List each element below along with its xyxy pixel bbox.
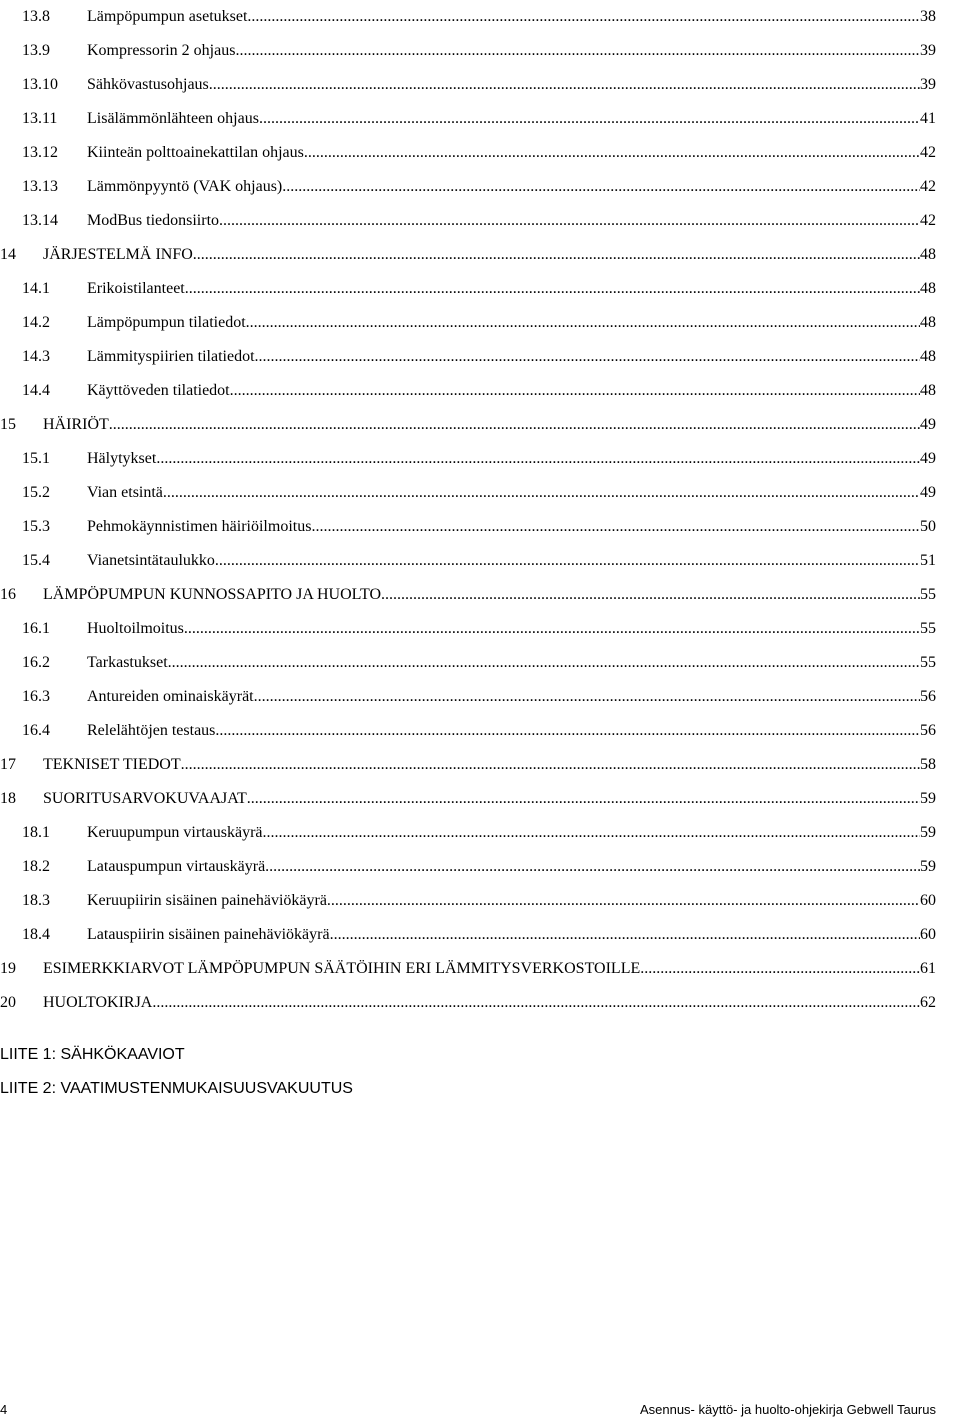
toc-dot-leader bbox=[193, 238, 920, 272]
toc-dot-leader bbox=[254, 680, 920, 714]
toc-dot-leader bbox=[219, 204, 920, 238]
toc-entry-number: 14.3 bbox=[22, 348, 50, 365]
toc-dot-leader bbox=[381, 578, 920, 612]
toc-entry-line bbox=[87, 816, 936, 850]
toc-entry-line bbox=[87, 918, 936, 952]
toc-entry-number: 13.9 bbox=[22, 42, 50, 59]
toc-entry-title: Kiinteän polttoainekattilan ohjaus bbox=[87, 144, 304, 161]
toc-entry-line bbox=[87, 136, 936, 170]
toc-dot-leader bbox=[265, 850, 920, 884]
toc-entry-title: ESIMERKKIARVOT LÄMPÖPUMPUN SÄÄTÖIHIN ERI LÄMMITYSVERKOSTOILLE bbox=[43, 960, 641, 977]
toc-entry-title: HÄIRIÖT bbox=[43, 416, 109, 433]
toc-entry-number: 15.2 bbox=[22, 484, 50, 501]
toc-entry[interactable] bbox=[0, 544, 936, 578]
toc-entry[interactable] bbox=[0, 510, 936, 544]
toc-entry-page: 50 bbox=[920, 518, 936, 535]
toc-entry-title: Huoltoilmoitus bbox=[87, 620, 184, 637]
toc-entry-page: 48 bbox=[920, 348, 936, 365]
toc-entry[interactable] bbox=[0, 306, 936, 340]
toc-entry-number: 18.1 bbox=[22, 824, 50, 841]
toc-entry-line bbox=[43, 748, 936, 782]
toc-entry[interactable] bbox=[0, 816, 936, 850]
toc-entry-page: 59 bbox=[920, 790, 936, 807]
toc-entry-page: 49 bbox=[920, 484, 936, 501]
toc-entry-title: Käyttöveden tilatiedot bbox=[87, 382, 230, 399]
toc-entry[interactable] bbox=[0, 102, 936, 136]
toc-entry-title: Pehmokäynnistimen häiriöilmoitus bbox=[87, 518, 312, 535]
toc-dot-leader bbox=[163, 476, 920, 510]
toc-entry[interactable] bbox=[0, 476, 936, 510]
toc-entry-title: ModBus tiedonsiirto bbox=[87, 212, 220, 229]
toc-entry-title: Hälytykset bbox=[87, 450, 157, 467]
toc-entry-number: 13.14 bbox=[22, 212, 58, 229]
toc-entry-line bbox=[87, 442, 936, 476]
toc-entry-page: 48 bbox=[920, 382, 936, 399]
toc-dot-leader bbox=[230, 374, 920, 408]
toc-dot-leader bbox=[184, 612, 920, 646]
toc-entry-line bbox=[43, 408, 936, 442]
toc-entry-title: Latauspumpun virtauskäyrä bbox=[87, 858, 266, 875]
toc-dot-leader bbox=[235, 34, 920, 68]
toc-entry-number: 18.2 bbox=[22, 858, 50, 875]
toc-entry-page: 42 bbox=[920, 178, 936, 195]
toc-entry-page: 60 bbox=[920, 926, 936, 943]
toc-entry-page: 42 bbox=[920, 212, 936, 229]
toc-entry-page: 58 bbox=[920, 756, 936, 773]
toc-entry-page: 48 bbox=[920, 246, 936, 263]
toc-entry-title: Antureiden ominaiskäyrät bbox=[87, 688, 254, 705]
toc-entry-title: LÄMPÖPUMPUN KUNNOSSAPITO JA HUOLTO bbox=[43, 586, 381, 603]
toc-entry-number: 14.2 bbox=[22, 314, 50, 331]
toc-entry-line bbox=[87, 714, 936, 748]
toc-entry[interactable] bbox=[0, 680, 936, 714]
toc-entry-page: 49 bbox=[920, 450, 936, 467]
attachment-item: LIITE 1: SÄHKÖKAAVIOT bbox=[0, 1046, 185, 1063]
toc-entry-line bbox=[87, 680, 936, 714]
toc-entry-page: 55 bbox=[920, 654, 936, 671]
toc-dot-leader bbox=[215, 714, 920, 748]
toc-entry-number: 20 bbox=[0, 994, 16, 1011]
toc-entry-line bbox=[87, 68, 936, 102]
toc-entry[interactable] bbox=[0, 272, 936, 306]
toc-entry-title: Tarkastukset bbox=[87, 654, 168, 671]
toc-entry-line bbox=[87, 0, 936, 34]
toc-entry-number: 14 bbox=[0, 246, 16, 263]
toc-entry-title: Vianetsintätaulukko bbox=[87, 552, 215, 569]
toc-entry-page: 55 bbox=[920, 620, 936, 637]
toc-entry-page: 51 bbox=[920, 552, 936, 569]
toc-entry[interactable] bbox=[0, 952, 936, 986]
toc-entry[interactable] bbox=[0, 986, 936, 1020]
toc-entry-page: 61 bbox=[920, 960, 936, 977]
toc-entry-number: 17 bbox=[0, 756, 16, 773]
toc-dot-leader bbox=[640, 952, 920, 986]
footer-document-title: Asennus- käyttö- ja huolto-ohjekirja Gebwell Taurus bbox=[639, 1402, 936, 1417]
toc-entry-number: 18 bbox=[0, 790, 16, 807]
toc-entry-line bbox=[87, 204, 936, 238]
toc-entry[interactable] bbox=[0, 782, 936, 816]
toc-entry-line bbox=[43, 578, 936, 612]
toc-entry-title: Relelähtöjen testaus bbox=[87, 722, 216, 739]
toc-entry-title: Keruupiirin sisäinen painehäviökäyrä bbox=[87, 892, 327, 909]
toc-entry-number: 13.13 bbox=[22, 178, 58, 195]
toc-entry[interactable] bbox=[0, 0, 936, 34]
toc-entry-line bbox=[43, 238, 936, 272]
toc-entry-page: 41 bbox=[920, 110, 936, 127]
toc-entry-number: 13.11 bbox=[22, 110, 58, 127]
toc-entry[interactable] bbox=[0, 238, 936, 272]
toc-entry-line bbox=[87, 476, 936, 510]
toc-entry-page: 49 bbox=[920, 416, 936, 433]
toc-entry[interactable] bbox=[0, 884, 936, 918]
toc-entry-number: 15 bbox=[0, 416, 16, 433]
toc-entry-number: 19 bbox=[0, 960, 16, 977]
toc-entry-title: SUORITUSARVOKUVAAJAT bbox=[43, 790, 247, 807]
toc-entry-page: 55 bbox=[920, 586, 936, 603]
toc-entry-page: 59 bbox=[920, 824, 936, 841]
toc-entry[interactable] bbox=[0, 340, 936, 374]
toc-entry[interactable] bbox=[0, 578, 936, 612]
toc-entry-line bbox=[87, 340, 936, 374]
toc-dot-leader bbox=[152, 986, 920, 1020]
toc-entry-title: Sähkövastusohjaus bbox=[87, 76, 209, 93]
toc-entry-number: 16.4 bbox=[22, 722, 50, 739]
toc-entry[interactable] bbox=[0, 918, 936, 952]
toc-dot-leader bbox=[311, 510, 920, 544]
page-footer bbox=[0, 1399, 936, 1421]
toc-entry-line bbox=[87, 170, 936, 204]
toc-entry-number: 16.2 bbox=[22, 654, 50, 671]
toc-entry-line bbox=[87, 612, 936, 646]
toc-entry-line bbox=[87, 510, 936, 544]
toc-entry-title: HUOLTOKIRJA bbox=[43, 994, 153, 1011]
toc-entry-page: 56 bbox=[920, 722, 936, 739]
toc-entry-line bbox=[87, 646, 936, 680]
toc-entry-line bbox=[87, 544, 936, 578]
toc-dot-leader bbox=[181, 748, 920, 782]
toc-entry-page: 42 bbox=[920, 144, 936, 161]
toc-dot-leader bbox=[282, 170, 920, 204]
toc-entry-page: 62 bbox=[920, 994, 936, 1011]
toc-entry-page: 38 bbox=[920, 8, 936, 25]
toc-dot-leader bbox=[259, 102, 920, 136]
attachments-list bbox=[0, 1038, 353, 1106]
toc-entry-title: Lämpöpumpun tilatiedot bbox=[87, 314, 246, 331]
toc-entry-number: 15.1 bbox=[22, 450, 50, 467]
toc-entry[interactable] bbox=[0, 408, 936, 442]
toc-dot-leader bbox=[247, 0, 920, 34]
toc-dot-leader bbox=[185, 272, 920, 306]
toc-entry-page: 39 bbox=[920, 42, 936, 59]
toc-entry-line bbox=[87, 34, 936, 68]
toc-dot-leader bbox=[263, 816, 920, 850]
toc-entry-page: 48 bbox=[920, 280, 936, 297]
toc-entry-number: 18.4 bbox=[22, 926, 50, 943]
toc-entry-title: Lämmityspiirien tilatiedot bbox=[87, 348, 255, 365]
toc-dot-leader bbox=[255, 340, 920, 374]
toc-entry-title: Lisälämmönlähteen ohjaus bbox=[87, 110, 259, 127]
toc-entry[interactable] bbox=[0, 748, 936, 782]
toc-entry-line bbox=[43, 782, 936, 816]
toc-entry[interactable] bbox=[0, 34, 936, 68]
attachment-item: LIITE 2: VAATIMUSTENMUKAISUUSVAKUUTUS bbox=[0, 1080, 353, 1097]
toc-entry-line bbox=[87, 102, 936, 136]
toc-entry-number: 13.12 bbox=[22, 144, 58, 161]
toc-entry-number: 16 bbox=[0, 586, 16, 603]
toc-entry-title: Lämpöpumpun asetukset bbox=[87, 8, 248, 25]
toc-dot-leader bbox=[304, 136, 920, 170]
toc-entry-title: Latauspiirin sisäinen painehäviökäyrä bbox=[87, 926, 330, 943]
toc-entry-title: Kompressorin 2 ohjaus bbox=[87, 42, 236, 59]
toc-entry-number: 13.10 bbox=[22, 76, 58, 93]
toc-dot-leader bbox=[168, 646, 920, 680]
toc-dot-leader bbox=[327, 884, 920, 918]
toc-dot-leader bbox=[330, 918, 920, 952]
toc-entry[interactable] bbox=[0, 442, 936, 476]
toc-entry-page: 39 bbox=[920, 76, 936, 93]
toc-entry-page: 60 bbox=[920, 892, 936, 909]
toc-entry-page: 56 bbox=[920, 688, 936, 705]
toc-entry[interactable] bbox=[0, 714, 936, 748]
toc-entry-line bbox=[87, 884, 936, 918]
toc-dot-leader bbox=[215, 544, 920, 578]
toc-entry[interactable] bbox=[0, 204, 936, 238]
toc-entry-line bbox=[87, 374, 936, 408]
toc-entry-title: TEKNISET TIEDOT bbox=[43, 756, 181, 773]
toc-entry-line bbox=[43, 952, 936, 986]
toc-entry-title: Keruupumpun virtauskäyrä bbox=[87, 824, 263, 841]
toc-dot-leader bbox=[247, 782, 920, 816]
toc-entry-number: 16.1 bbox=[22, 620, 50, 637]
toc-dot-leader bbox=[209, 68, 920, 102]
toc-entry-page: 48 bbox=[920, 314, 936, 331]
toc-entry[interactable] bbox=[0, 646, 936, 680]
toc-entry-line bbox=[87, 272, 936, 306]
toc-entry[interactable] bbox=[0, 170, 936, 204]
toc-entry-line bbox=[43, 986, 936, 1020]
toc-entry-page: 59 bbox=[920, 858, 936, 875]
toc-entry[interactable] bbox=[0, 374, 936, 408]
toc-entry-title: Lämmönpyyntö (VAK ohjaus) bbox=[87, 178, 283, 195]
toc-entry-number: 18.3 bbox=[22, 892, 50, 909]
toc-entry-title: Erikoistilanteet bbox=[87, 280, 185, 297]
toc-entry-line bbox=[87, 850, 936, 884]
toc-entry-number: 14.1 bbox=[22, 280, 50, 297]
toc-dot-leader bbox=[246, 306, 920, 340]
footer-page-number: 4 bbox=[0, 1402, 8, 1417]
toc-entry[interactable] bbox=[0, 68, 936, 102]
toc-entry-number: 15.4 bbox=[22, 552, 50, 569]
toc-entry[interactable] bbox=[0, 136, 936, 170]
toc-entry-line bbox=[87, 306, 936, 340]
toc-entry[interactable] bbox=[0, 612, 936, 646]
toc-entry-number: 14.4 bbox=[22, 382, 50, 399]
toc-dot-leader bbox=[109, 408, 920, 442]
toc-entry-number: 13.8 bbox=[22, 8, 50, 25]
toc-entry-title: Vian etsintä bbox=[87, 484, 163, 501]
toc-entry-number: 16.3 bbox=[22, 688, 50, 705]
toc-entry[interactable] bbox=[0, 850, 936, 884]
toc-dot-leader bbox=[156, 442, 920, 476]
toc-entry-title: JÄRJESTELMÄ INFO bbox=[43, 246, 193, 263]
toc-entry-number: 15.3 bbox=[22, 518, 50, 535]
